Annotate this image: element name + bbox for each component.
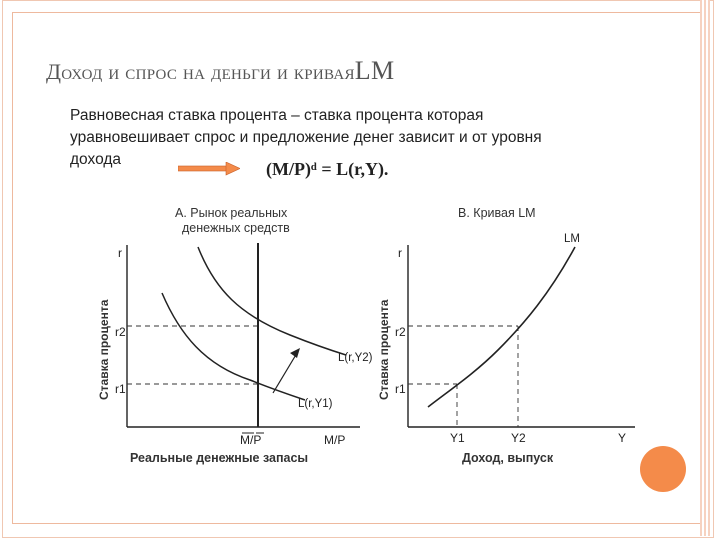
intro-text: Равновесная ставка процента – ставка процента которая уравновешивает спрос и предложение денег зависит и от уровня дохода <box>70 107 542 168</box>
panel-b-lm-curve <box>428 247 575 407</box>
panel-b-diagram <box>370 195 650 470</box>
panel-a-title-line1: А. Рынок реальных <box>175 206 288 220</box>
panel-a-title-line2: денежных средств <box>182 221 290 235</box>
panel-a-shift-arrow <box>273 353 297 393</box>
panel-b-x-letter: Y <box>618 431 627 445</box>
right-arrow-icon <box>178 162 240 176</box>
panel-a-curve-upper-label: L(r,Y2) <box>338 352 373 364</box>
title-suffix: LM <box>354 56 395 85</box>
slide-title <box>46 56 394 86</box>
panel-a-supply-label: M/P <box>240 433 262 447</box>
panel-a-diagram <box>80 195 380 470</box>
panel-b-x-title: Доход, выпуск <box>462 451 554 465</box>
panel-b-tick-r2: r2 <box>395 325 406 339</box>
title-main: Доход и спрос на деньги и кривая <box>46 59 355 84</box>
panel-a-y-title: Ставка процента <box>97 299 111 400</box>
panel-a-shift-arrowhead <box>290 348 300 358</box>
panel-b-y-title: Ставка процента <box>377 299 391 400</box>
panel-b-tick-y1: Y1 <box>450 431 465 445</box>
panel-b-tick-y2: Y2 <box>511 431 526 445</box>
panel-a-tick-r1: r1 <box>115 382 126 396</box>
money-demand-formula: (M/P)ᵈ = L(r,Y). <box>266 159 389 179</box>
panel-a-curve-upper <box>198 247 346 355</box>
panel-b-tick-r1: r1 <box>395 382 406 396</box>
decorative-side-strip <box>700 0 710 536</box>
panel-b-title: В. Кривая LM <box>458 206 536 220</box>
panel-a-x-letter: M/P <box>324 433 346 447</box>
panel-b-lm-label: LM <box>564 233 580 245</box>
panel-a-tick-r2: r2 <box>115 325 126 339</box>
panel-b-y-letter: r <box>398 246 402 260</box>
panel-a-y-letter: r <box>118 246 122 260</box>
decorative-orange-circle <box>640 446 686 492</box>
panel-a-curve-lower-label: L(r,Y1) <box>298 398 333 410</box>
panel-a-x-title: Реальные денежные запасы <box>130 451 309 465</box>
